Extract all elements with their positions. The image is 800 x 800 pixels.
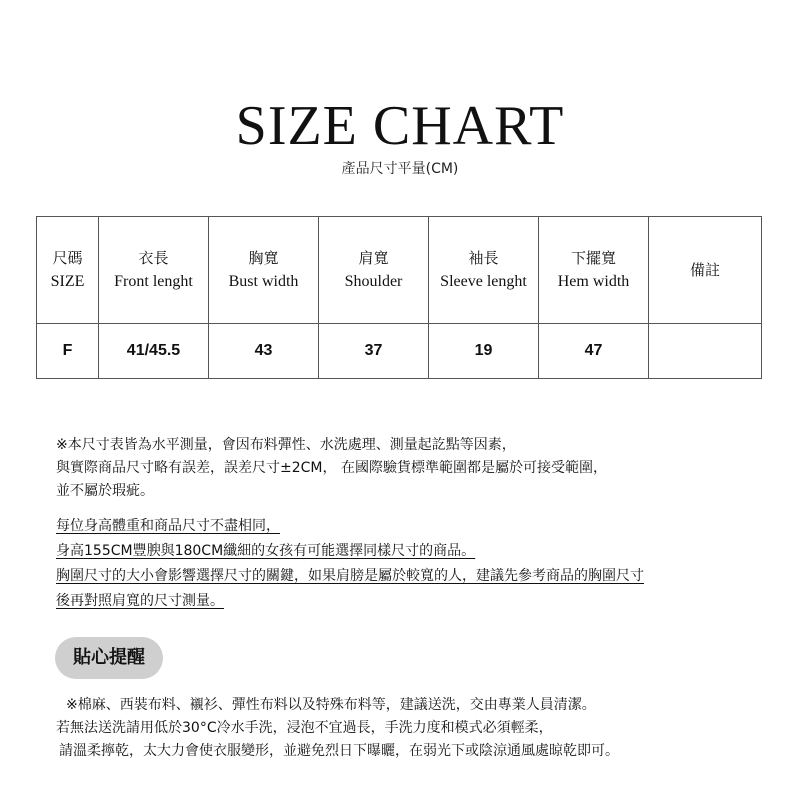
note-line: 並不屬於瑕疵。 <box>56 483 154 499</box>
header-cell-remarks <box>649 217 762 324</box>
header-zh: 肩寬 <box>358 249 389 267</box>
header-en: Sleeve lenght <box>440 273 527 290</box>
header-en: Front lenght <box>114 273 193 290</box>
fit-advice <box>56 514 644 614</box>
header-cell-hem-width <box>539 217 649 324</box>
cell-size: F <box>37 324 99 379</box>
cell-front-length: 41/45.5 <box>99 324 209 379</box>
header-en: SIZE <box>50 273 85 290</box>
table-row <box>37 324 762 379</box>
page-subtitle: 產品尺寸平量(CM) <box>341 161 459 177</box>
advice-line <box>56 589 644 614</box>
page-title: SIZE CHART <box>235 95 565 157</box>
tip-badge: 貼心提醒 <box>55 637 163 679</box>
advice-text: 身高155CM豐腴與180CM纖細的女孩有可能選擇同樣尺寸的商品。 <box>56 543 476 559</box>
header-zh: 下擺寬 <box>570 249 616 267</box>
advice-text: 胸圍尺寸的大小會影響選擇尺寸的關鍵，如果肩膀是屬於較寬的人，建議先參考商品的胸圍尺寸 <box>56 568 644 584</box>
header-en: Bust width <box>228 273 299 290</box>
header-cell-front-length <box>99 217 209 324</box>
header-zh: 袖長 <box>468 249 499 267</box>
header-zh: 尺碼 <box>52 249 83 267</box>
care-line: ※棉麻、西裝布料、襯衫、彈性布料以及特殊布料等，建議送洗，交由專業人員清潔。 <box>66 697 596 713</box>
size-table <box>36 216 762 379</box>
header-en: Shoulder <box>344 273 403 290</box>
header-cell-bust-width <box>209 217 319 324</box>
care-line: 請溫柔擰乾，太大力會使衣服變形，並避免烈日下曝曬，在弱光下或陰涼通風處晾乾即可。 <box>59 743 619 759</box>
header-zh: 衣長 <box>138 249 169 267</box>
measurement-note <box>56 434 607 503</box>
table-header-row <box>37 217 762 324</box>
header-cell-sleeve-length <box>429 217 539 324</box>
note-line: 與實際商品尺寸略有誤差，誤差尺寸±2CM， 在國際驗貨標準範圍都是屬於可接受範圍， <box>56 460 607 476</box>
advice-text: 後再對照肩寬的尺寸測量。 <box>56 593 224 609</box>
cell-hem-width: 47 <box>539 324 649 379</box>
care-instructions <box>56 694 619 763</box>
cell-bust-width: 43 <box>209 324 319 379</box>
header-zh: 備註 <box>689 261 720 279</box>
header-cell-size <box>37 217 99 324</box>
header-cell-shoulder <box>319 217 429 324</box>
advice-line <box>56 539 644 564</box>
cell-shoulder: 37 <box>319 324 429 379</box>
advice-text: 每位身高體重和商品尺寸不盡相同， <box>56 518 280 534</box>
advice-line <box>56 514 644 539</box>
cell-sleeve-length: 19 <box>429 324 539 379</box>
care-line: 若無法送洗請用低於30°C冷水手洗，浸泡不宜過長，手洗力度和模式必須輕柔， <box>56 720 553 736</box>
header-zh: 胸寬 <box>248 249 279 267</box>
note-line: ※本尺寸表皆為水平測量，會因布料彈性、水洗處理、測量起訖點等因素， <box>56 437 516 453</box>
cell-remarks <box>649 324 762 379</box>
advice-line <box>56 564 644 589</box>
header-en: Hem width <box>557 273 630 290</box>
